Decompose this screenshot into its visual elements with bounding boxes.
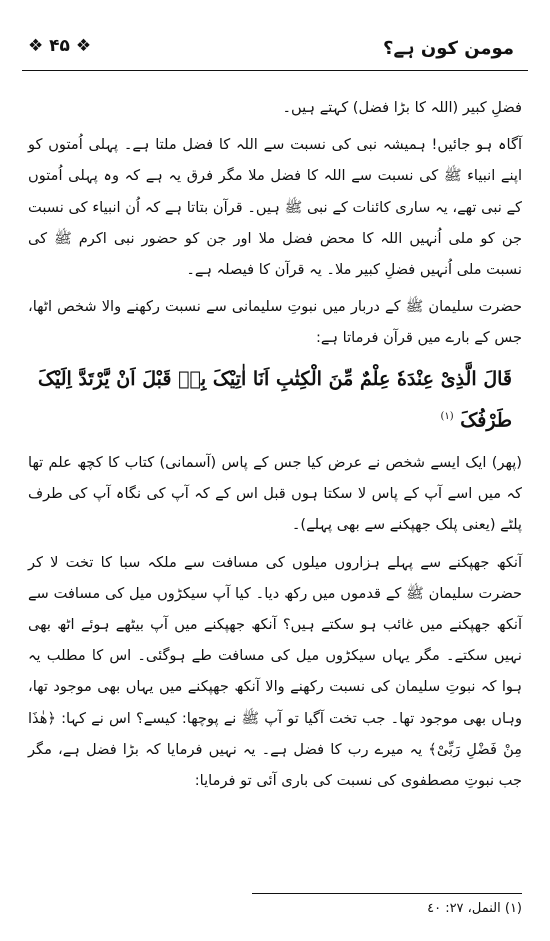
- footnote-marker: (١): [440, 410, 454, 422]
- footnote: (١) النمل، ٢٧: ٤٠: [427, 901, 522, 916]
- page-number-value: ۴۵: [49, 36, 70, 56]
- paragraph-5: آنکھ جھپکنے سے پہلے ہزاروں میلوں کی مسافت سے ملکہ سبا کا تخت لا کر حضرت سلیمان ﷺ کے قدموں میں رکھ دیا۔ کیا آپ سیکڑوں میل کی مسافت سے آنکھ جھپکنے میں غائب ہو سکتے ہیں؟ آنکھ جھپکنے میں آپ بیٹھے ہوئے اٹھ بھی نہیں سکتے۔ مگر یہاں سیکڑوں میل کی مسافت طے ہوگئی۔ اس کا مطلب یہ ہوا کہ نبوتِ سلیمان کی نسبت رکھنے والا آنکھ جھپکنے میں یہاں بھی موجود تھا، وہاں بھی موجود تھا۔ جب تخت آگیا تو آپ ﷺ نے پوچھا: کیسے؟ اس نے کہا: ﴿هٰذَا مِنْ فَضْلِ رَبِّیْ﴾ یہ میرے رب کا فضل ہے۔ یہ نہیں فرمایا کہ بڑا فضل ہے، مگر جب نبوتِ مصطفوی کی نسبت کی باری آئی تو فرمایا:: [28, 553, 522, 789]
- page-number: [28, 36, 91, 56]
- running-title: مومن کون ہے؟: [383, 38, 514, 59]
- paragraph-3: حضرت سلیمان ﷺ کے دربار میں نبوتِ سلیمانی سے نسبت رکھنے والا شخص اٹھا، جس کے بارے میں قرآن فرماتا ہے:: [28, 298, 522, 347]
- paragraph-2: آگاہ ہو جائیں! ہمیشہ نبی کی نسبت سے اللہ کا فضل ملتا ہے۔ پہلی اُمتوں کو اپنے انبیاء ﷺ کی نسبت سے اللہ کا فضل ملا مگر فرق یہ ہے کہ وہ پہلی اُمتوں کے نبی تھے، یہ ساری کائنات کے نبی ﷺ ہیں۔ قرآن بتاتا ہے کہ اُن انبیاء کی نسبت جن کو ملی اُنہیں اللہ کا محض فضل ملا اور جن کو حضور نبی اکرم ﷺ کی نسبت ملی اُنہیں فضلِ کبیر ملا۔ یہ قرآن کا فیصلہ ہے۔: [28, 136, 522, 279]
- ornament-right-icon: ❖: [75, 36, 92, 56]
- body-text: [28, 92, 522, 802]
- ornament-left-icon: ❖: [28, 36, 44, 56]
- footnote-rule: [252, 893, 522, 894]
- paragraph-4: (پھر) ایک ایسے شخص نے عرض کیا جس کے پاس (آسمانی) کتاب کا کچھ علم تھا کہ میں اسے آپ کے پاس لا سکتا ہوں قبل اس کے کہ آپ کی نگاہ آپ کی طرف پلٹے (یعنی پلک جھپکنے سے بھی پہلے)۔: [28, 453, 522, 534]
- header-rule: [22, 70, 528, 71]
- paragraph-1: فضلِ کبیر (اللہ کا بڑا فضل) کہتے ہیں۔: [282, 99, 522, 116]
- quranic-verse: [28, 360, 522, 439]
- verse-text: قَالَ الَّذِیْ عِنْدَهٗ عِلْمٌ مِّنَ الْکِتٰبِ اَنَا اٰتِیْکَ بِهٖ قَبْلَ اَنْ یَّرْتَدَّ اِلَیْکَ طَرْفُکَ: [38, 367, 512, 431]
- page-header: [22, 34, 528, 72]
